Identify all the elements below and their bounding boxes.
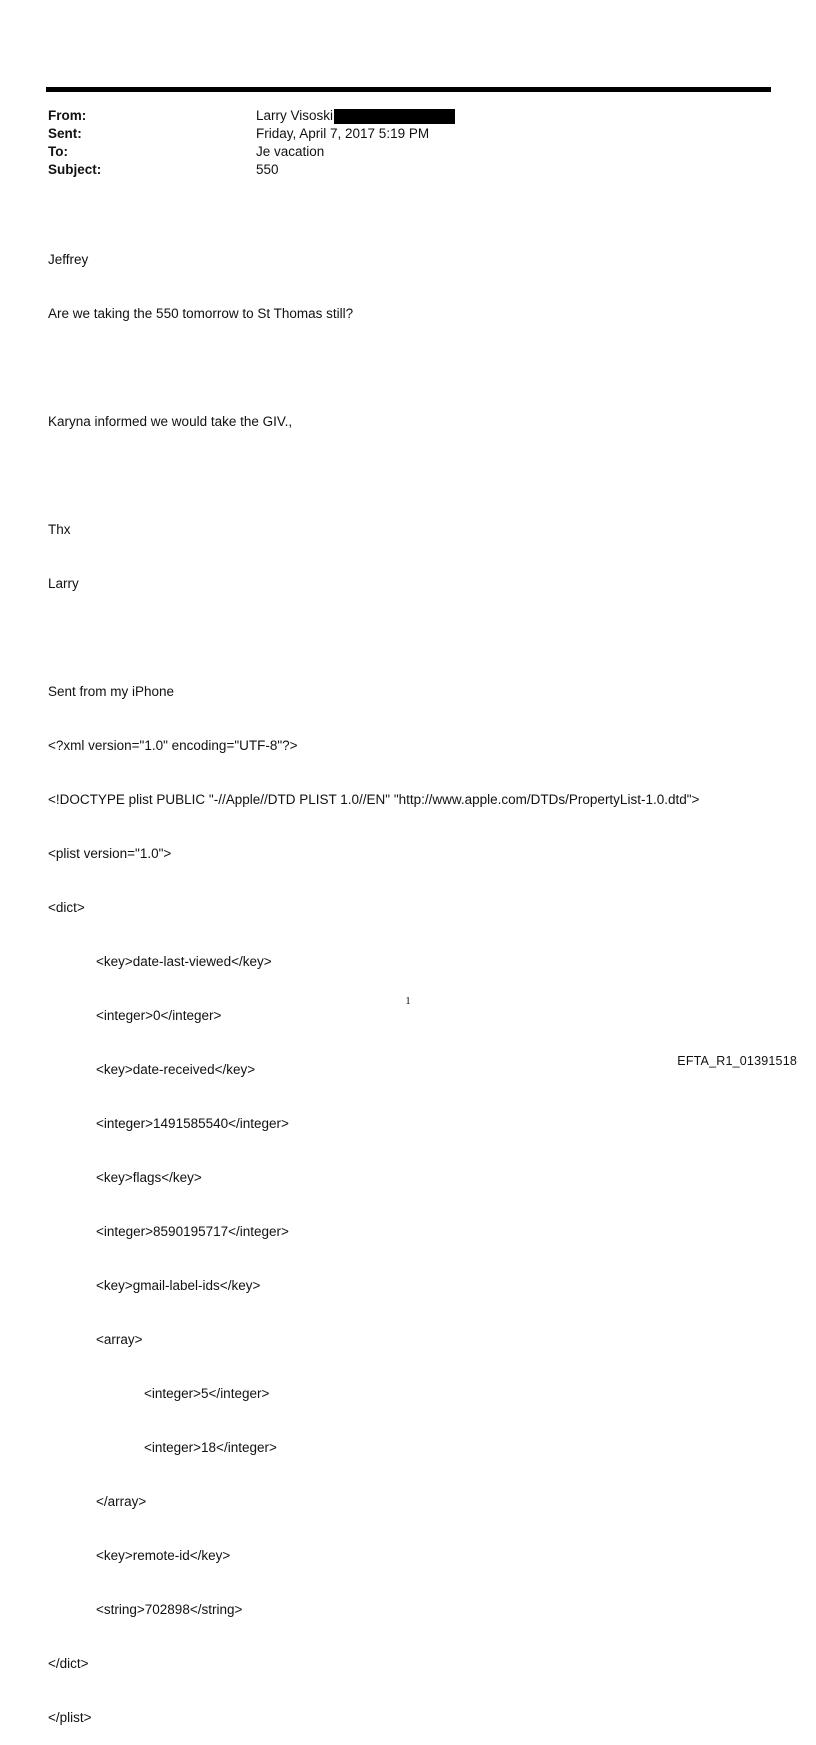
to-row	[48, 143, 455, 161]
plist-line: <key>gmail-label-ids</key>	[96, 1278, 261, 1293]
from-value: Larry Visoski	[256, 108, 334, 123]
plist-line: </plist>	[48, 1710, 92, 1725]
to-label: To:	[48, 144, 68, 159]
sent-label: Sent:	[48, 126, 82, 141]
plist-line: <?xml version="1.0" encoding="UTF-8"?>	[48, 738, 298, 753]
body-line: Are we taking the 550 tomorrow to St Thomas still?	[48, 306, 354, 321]
email-body	[48, 215, 699, 1745]
redaction-box	[334, 109, 455, 124]
to-value: Je vacation	[256, 144, 325, 159]
from-row	[48, 107, 455, 125]
plist-line: <integer>8590195717</integer>	[96, 1224, 289, 1239]
plist-line: <key>date-last-viewed</key>	[96, 954, 272, 969]
subject-label: Subject:	[48, 162, 102, 177]
signature: Larry	[48, 576, 79, 591]
plist-line: <integer>18</integer>	[144, 1440, 277, 1455]
plist-line: <!DOCTYPE plist PUBLIC "-//Apple//DTD PLIST 1.0//EN" "http://www.apple.com/DTDs/PropertyList-1.0.dtd">	[48, 792, 700, 807]
plist-line: <dict>	[48, 900, 85, 915]
plist-line: </dict>	[48, 1656, 89, 1671]
bates-number: EFTA_R1_01391518	[677, 1054, 797, 1068]
plist-line: <string>702898</string>	[96, 1602, 243, 1617]
plist-line: <plist version="1.0">	[48, 846, 172, 861]
subject-row	[48, 161, 455, 179]
sent-value: Friday, April 7, 2017 5:19 PM	[256, 126, 430, 141]
header-rule	[46, 87, 771, 92]
page-number: 1	[405, 995, 411, 1007]
from-label: From:	[48, 108, 87, 123]
plist-line: </array>	[96, 1494, 147, 1509]
plist-line: <integer>5</integer>	[144, 1386, 270, 1401]
plist-line: <array>	[96, 1332, 143, 1347]
subject-value: 550	[256, 162, 279, 177]
greeting: Jeffrey	[48, 252, 89, 267]
plist-line: <integer>1491585540</integer>	[96, 1116, 289, 1131]
plist-line: <integer>0</integer>	[96, 1008, 222, 1023]
plist-line: <key>date-received</key>	[96, 1062, 256, 1077]
plist-line: <key>flags</key>	[96, 1170, 202, 1185]
plist-line: <key>remote-id</key>	[96, 1548, 231, 1563]
sent-from: Sent from my iPhone	[48, 684, 175, 699]
body-line: Karyna informed we would take the GIV.,	[48, 414, 293, 429]
sent-row	[48, 125, 455, 143]
thanks: Thx	[48, 522, 71, 537]
email-header	[48, 107, 455, 179]
